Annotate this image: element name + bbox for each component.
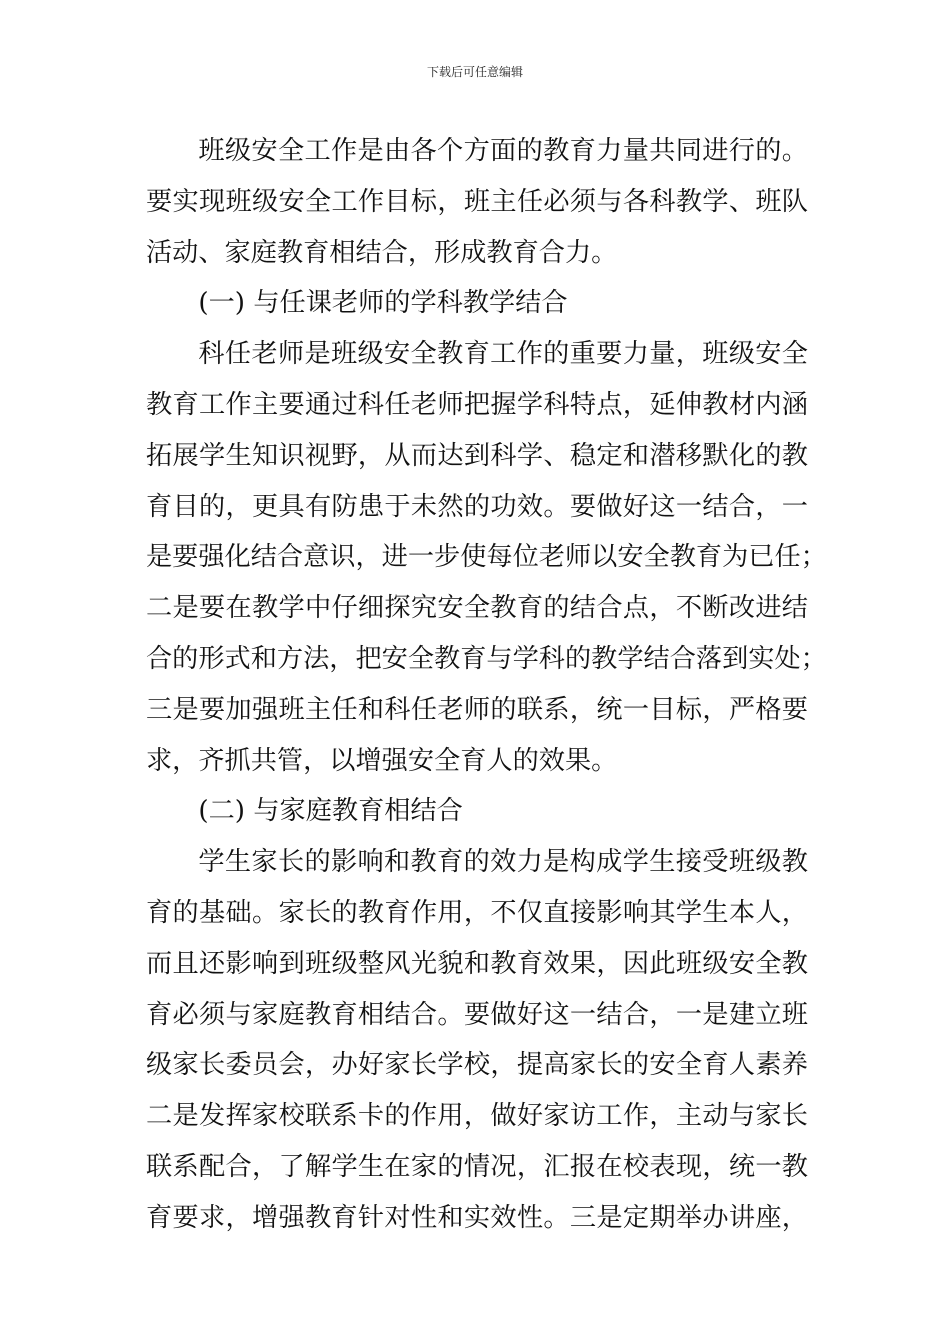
paragraph-line: 拓展学生知识视野，从而达到科学、稳定和潜移默化的教 xyxy=(146,440,808,471)
paragraph-line: 学生家长的影响和教育的效力是构成学生接受班级教 xyxy=(198,847,808,878)
paragraph-line: 育的基础。家长的教育作用，不仅直接影响其学生本人， xyxy=(146,897,808,928)
paragraph-line: 育要求，增强教育针对性和实效性。三是定期举办讲座， xyxy=(146,1202,808,1233)
paragraph-line: 三是要加强班主任和科任老师的联系，统一目标，严格要 xyxy=(146,694,808,725)
paragraph-line: 是要强化结合意识，进一步使每位老师以安全教育为已任； xyxy=(146,542,827,573)
paragraph-line: 育目的，更具有防患于未然的功效。要做好这一结合，一 xyxy=(146,491,808,522)
paragraph-line: 班级安全工作是由各个方面的教育力量共同进行的。 xyxy=(198,136,808,166)
paragraph-line: 教育工作主要通过科任老师把握学科特点，延伸教材内涵 xyxy=(146,389,808,420)
section-heading-1: (一) 与任课老师的学科教学结合 xyxy=(198,288,568,319)
paragraph-line: 科任老师是班级安全教育工作的重要力量，班级安全 xyxy=(198,339,808,370)
section-heading-2: (二) 与家庭教育相结合 xyxy=(198,796,463,827)
paragraph-line: 要实现班级安全工作目标，班主任必须与各科教学、班队 xyxy=(146,186,808,217)
page-header: 下载后可任意编辑 xyxy=(426,65,523,79)
paragraph-line: 二是要在教学中仔细探究安全教育的结合点，不断改进结 xyxy=(146,593,808,624)
document-body xyxy=(146,126,827,1244)
paragraph-2 xyxy=(146,329,827,786)
paragraph-line: 二是发挥家校联系卡的作用，做好家访工作，主动与家长 xyxy=(146,1101,808,1132)
paragraph-line: 级家长委员会，办好家长学校，提高家长的安全育人素养 xyxy=(146,1050,808,1081)
paragraph-line: 求，齐抓共管，以增强安全育人的效果。 xyxy=(146,745,618,776)
paragraph-line: 育必须与家庭教育相结合。要做好这一结合，一是建立班 xyxy=(146,999,808,1030)
paragraph-line: 而且还影响到班级整风光貌和教育效果，因此班级安全教 xyxy=(146,948,808,979)
paragraph-1 xyxy=(146,126,808,278)
paragraph-line: 合的形式和方法，把安全教育与学科的教学结合落到实处； xyxy=(146,643,827,674)
paragraph-3 xyxy=(146,837,808,1243)
paragraph-line: 联系配合，了解学生在家的情况，汇报在校表现，统一教 xyxy=(146,1151,808,1182)
paragraph-line: 活动、家庭教育相结合，形成教育合力。 xyxy=(146,237,618,268)
